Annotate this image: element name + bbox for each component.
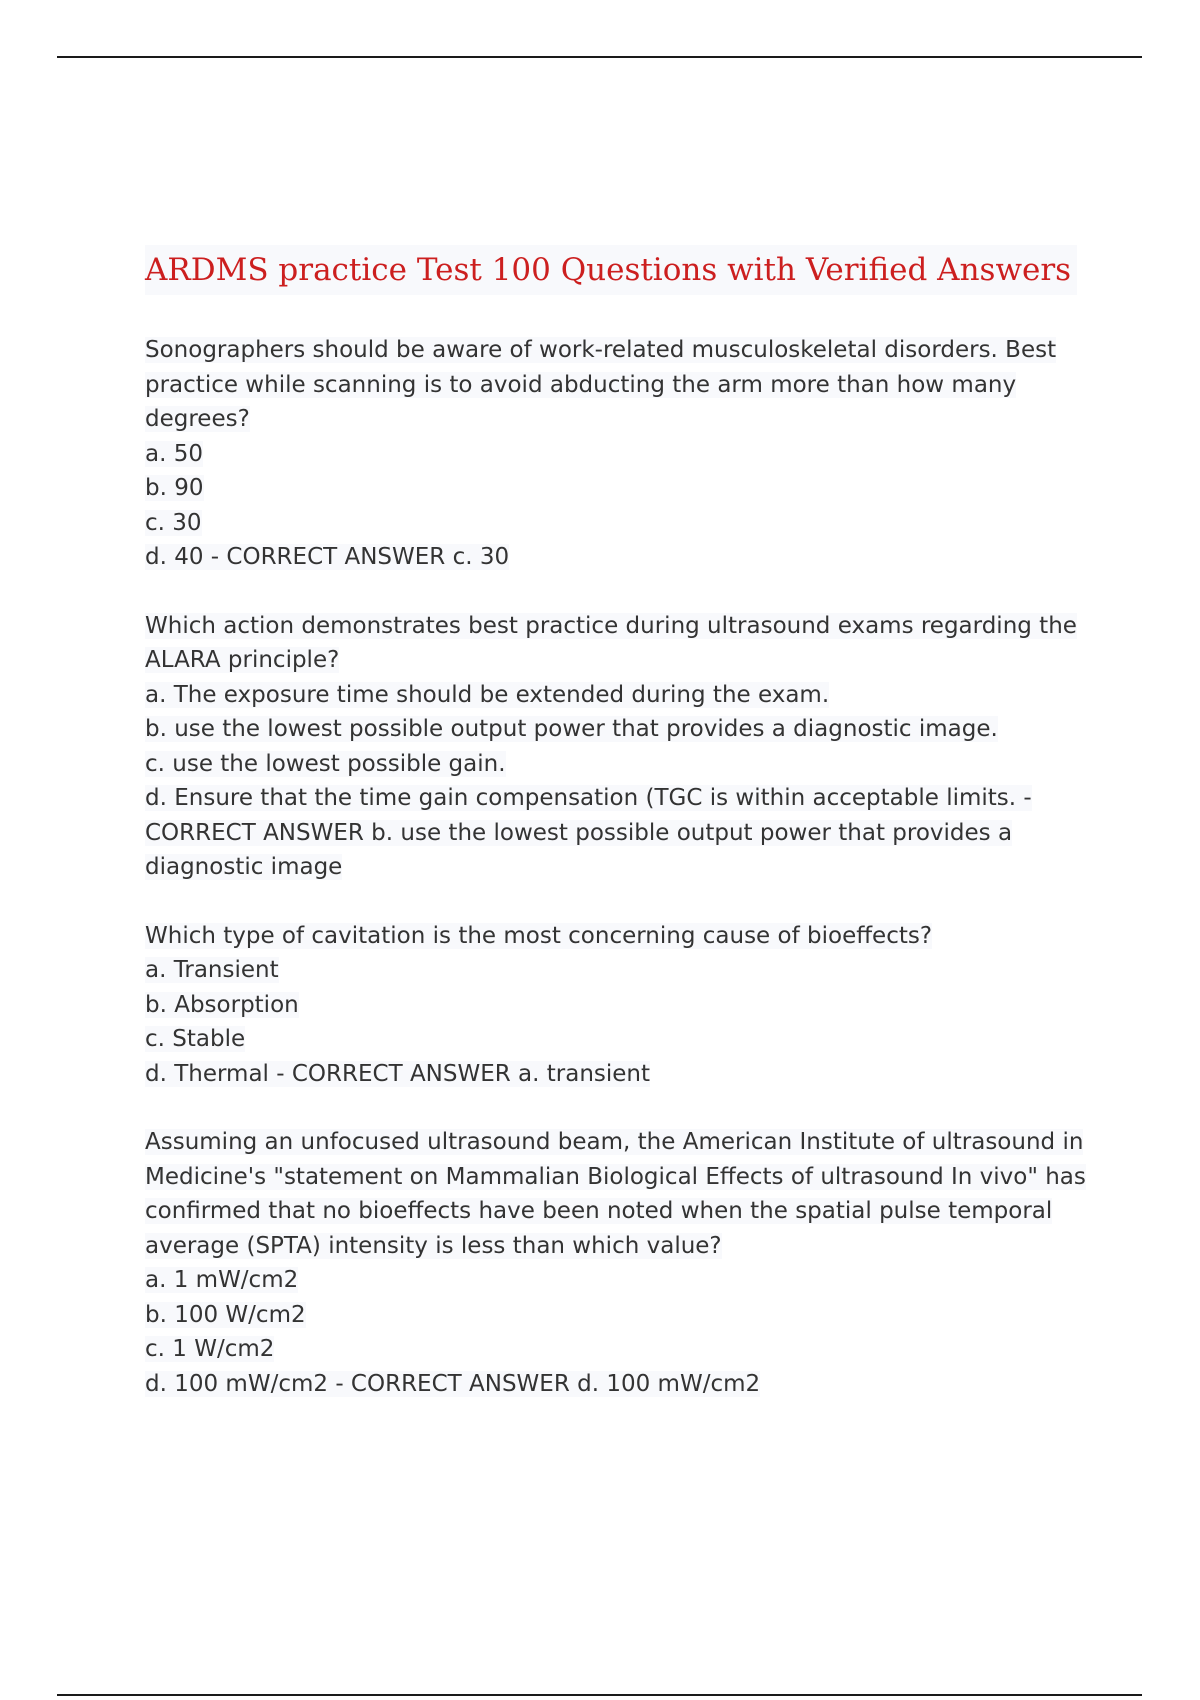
option-c: c. 30 bbox=[145, 509, 202, 536]
option-b: b. Absorption bbox=[145, 991, 299, 1018]
question-2 bbox=[145, 609, 1095, 885]
question-line: Sonographers should be aware of work-related musculoskeletal disorders. Best bbox=[145, 337, 1057, 363]
question-line: average (SPTA) intensity is less than which value? bbox=[145, 1232, 722, 1259]
option-a: a. 50 bbox=[145, 440, 203, 467]
question-line: Which action demonstrates best practice during ultrasound exams regarding the bbox=[145, 612, 1077, 639]
option-a: a. 1 mW/cm2 bbox=[145, 1267, 299, 1293]
top-rule bbox=[57, 56, 1142, 58]
question-4 bbox=[145, 1125, 1095, 1401]
option-b: b. 100 W/cm2 bbox=[145, 1301, 306, 1328]
question-line: practice while scanning is to avoid abducting the arm more than how many bbox=[145, 371, 1017, 398]
option-d-with-answer: d. 100 mW/cm2 - CORRECT ANSWER d. 100 mW/cm2 bbox=[145, 1370, 761, 1397]
question-line: confirmed that no bioeffects have been noted when the spatial pulse temporal bbox=[145, 1198, 1053, 1224]
option-d-with-answer: d. Ensure that the time gain compensation (TGC is within acceptable limits. - bbox=[145, 785, 1032, 811]
option-d-with-answer: d. Thermal - CORRECT ANSWER a. transient bbox=[145, 1060, 651, 1087]
question-1 bbox=[145, 333, 1095, 575]
option-d-with-answer: d. 40 - CORRECT ANSWER c. 30 bbox=[145, 544, 510, 570]
option-c: c. Stable bbox=[145, 1026, 246, 1052]
question-line: degrees? bbox=[145, 406, 250, 432]
answer-line: CORRECT ANSWER b. use the lowest possible output power that provides a bbox=[145, 819, 1013, 846]
option-a: a. The exposure time should be extended during the exam. bbox=[145, 681, 830, 708]
question-line: ALARA principle? bbox=[145, 647, 340, 673]
option-b: b. 90 bbox=[145, 475, 204, 501]
document-body bbox=[145, 245, 1095, 1435]
question-line: Medicine's "statement on Mammalian Biological Effects of ultrasound In vivo" has bbox=[145, 1163, 1086, 1190]
bottom-rule bbox=[57, 1694, 1142, 1696]
option-b: b. use the lowest possible output power that provides a diagnostic image. bbox=[145, 716, 998, 742]
answer-line: diagnostic image bbox=[145, 854, 343, 880]
option-a: a. Transient bbox=[145, 957, 279, 983]
option-c: c. use the lowest possible gain. bbox=[145, 750, 506, 777]
option-c: c. 1 W/cm2 bbox=[145, 1336, 275, 1362]
document-title: ARDMS practice Test 100 Questions with Verified Answers bbox=[145, 245, 1077, 295]
question-3 bbox=[145, 919, 1095, 1092]
question-line: Which type of cavitation is the most concerning cause of bioeffects? bbox=[145, 922, 933, 949]
question-line: Assuming an unfocused ultrasound beam, the American Institute of ultrasound in bbox=[145, 1129, 1084, 1155]
